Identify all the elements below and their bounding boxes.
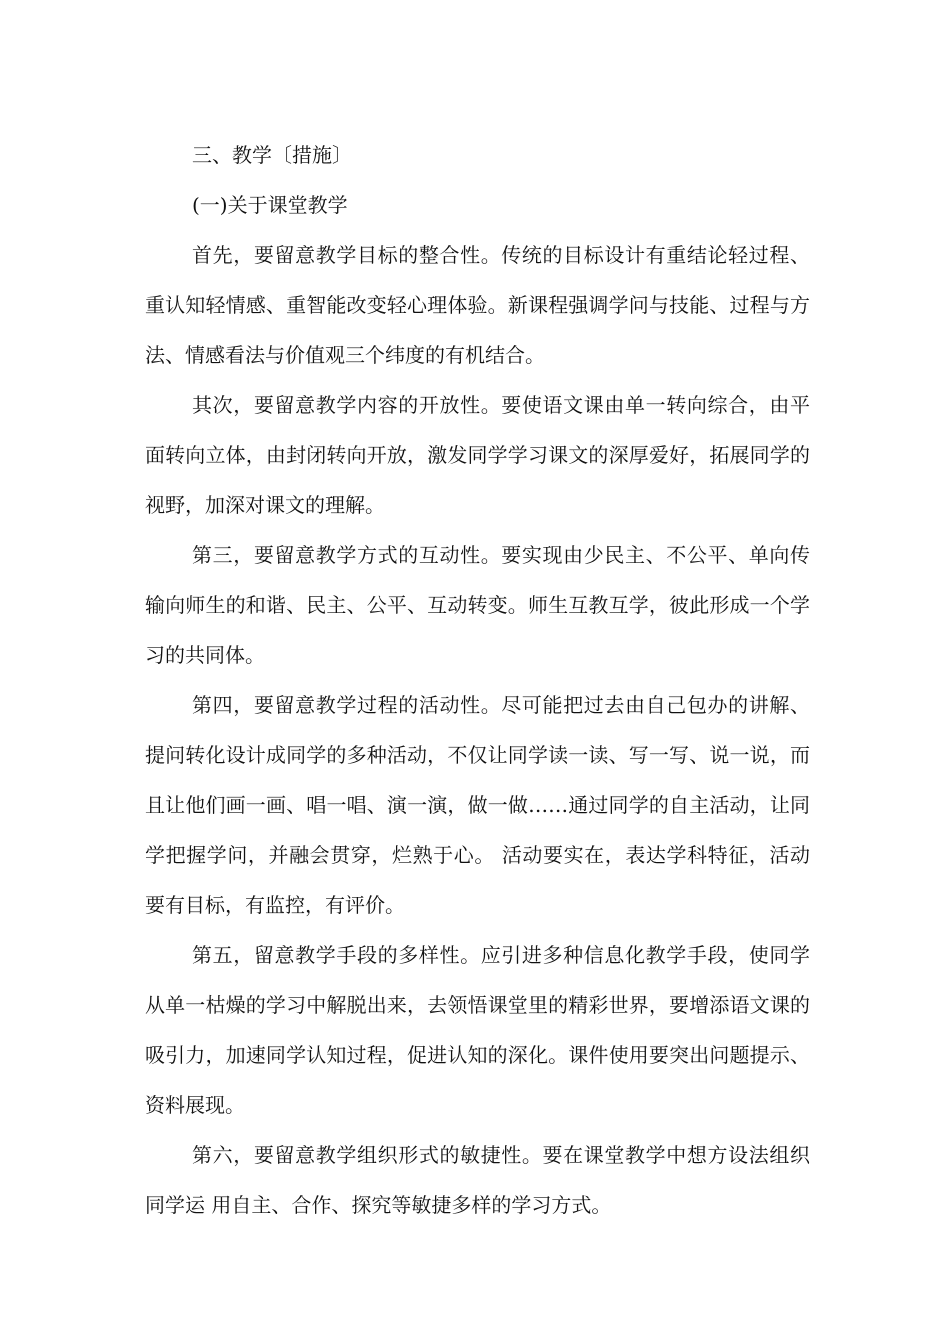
section-heading: 三、教学〔措施〕 [192,143,352,167]
paragraph-fourth: 第四，要留意教学过程的活动性。尽可能把过去由自己包办的讲解、提问转化设计成同学的多种活动，不仅让同学读一读、写一写、说一说，而且让他们画一画、唱一唱、演一演，做一做……通过同学的自主活动，让同学把握学问，并融会贯穿，烂熟于心。 活动要实在，表达学科特征，活动要有目标，有监控，有评价。 [145,693,810,917]
document-body [145,130,810,1230]
paragraph-first: 首先，要留意教学目标的整合性。传统的目标设计有重结论轻过程、重认知轻情感、重智能改变轻心理体验。新课程强调学问与技能、过程与方法、情感看法与价值观三个纬度的有机结合。 [145,243,810,367]
paragraph-second: 其次，要留意教学内容的开放性。要使语文课由单一转向综合，由平面转向立体，由封闭转向开放，激发同学学习课文的深厚爱好，拓展同学的视野，加深对课文的理解。 [145,393,810,517]
paragraph-third: 第三，要留意教学方式的互动性。要实现由少民主、不公平、单向传输向师生的和谐、民主、公平、互动转变。师生互教互学，彼此形成一个学习的共同体。 [145,543,810,667]
paragraph-sixth: 第六，要留意教学组织形式的敏捷性。要在课堂教学中想方设法组织同学运 用自主、合作、探究等敏捷多样的学习方式。 [145,1143,810,1217]
subsection-heading: (一)关于课堂教学 [192,193,348,217]
paragraph-fifth: 第五，留意教学手段的多样性。应引进多种信息化教学手段，使同学从单一枯燥的学习中解脱出来，去领悟课堂里的精彩世界，要增添语文课的吸引力，加速同学认知过程，促进认知的深化。课件使用要突出问题提示、资料展现。 [145,943,810,1117]
